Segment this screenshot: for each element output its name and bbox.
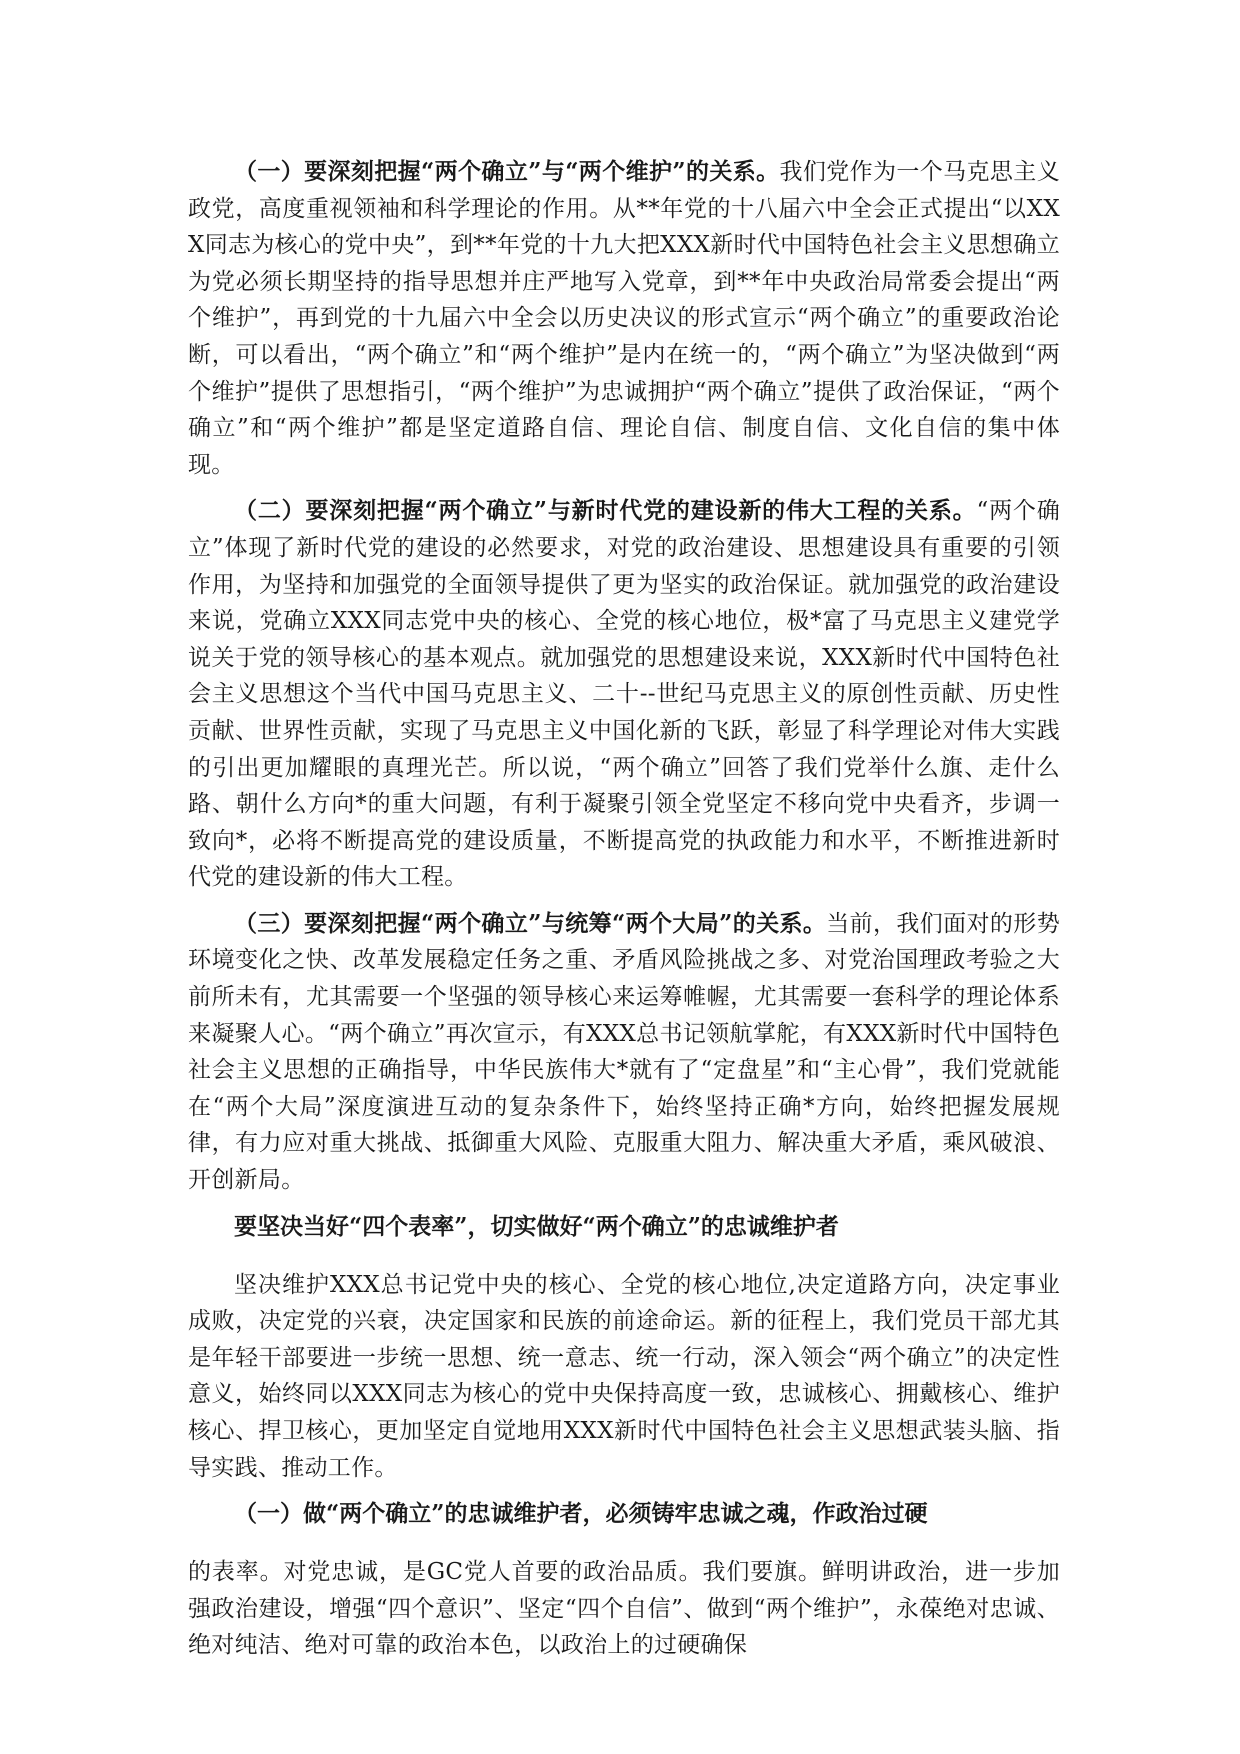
paragraph-body: “两个确立”体现了新时代党的建设的必然要求，对党的政治建设、思想建设具有重要的引领作用，为坚持和加强党的全面领导提供了更为坚实的政治保证。就加强党的政治建设来说，党确立XXX同志党中央的核心、全党的核心地位，极*富了马克思主义建党学说关于党的领导核心的基本观点。就加强党的思想建设来说，XXX新时代中国特色社会主义思想这个当代中国马克思主义、二十--世纪马克思主义的原创性贡献、历史性贡献、世界性贡献，实现了马克思主义中国化新的飞跃，彰显了科学理论对伟大实践的引出更加耀眼的真理光芒。所以说，“两个确立”回答了我们党举什么旗、走什么路、朝什么方向*的重大问题，有利于凝聚引领全党坚定不移向党中央看齐，步调一致向*，必将不断提高党的建设质量，不断提高党的执政能力和水平，不断推进新时代党的建设新的伟大工程。 xyxy=(188,498,1060,891)
paragraph-body: 当前，我们面对的形势环境变化之快、改革发展稳定任务之重、矛盾风险挑战之多、对党治国理政考验之大前所未有，尤其需要一个坚强的领导核心来运筹帷幄，尤其需要一套科学的理论体系来凝聚人心。“两个确立”再次宣示，有XXX总书记领航掌舵，有XXX新时代中国特色社会主义思想的正确指导，中华民族伟大*就有了“定盘星”和“主心骨”，我们党就能在“两个大局”深度演进互动的复杂条件下，始终坚持正确*方向，始终把握发展规律，有力应对重大挑战、抵御重大风险、克服重大阻力、解决重大矛盾，乘风破浪、开创新局。 xyxy=(188,910,1060,1194)
section-heading: 要坚决当好“四个表率”，切实做好“两个确立”的忠诚维护者 xyxy=(234,1212,839,1240)
paragraph-body: 我们党作为一个马克思主义政党，高度重视领袖和科学理论的作用。从**年党的十八届六中全会正式提出“以XXX同志为核心的党中央”，到**年党的十九大把XXX新时代中国特色社会主义思想确立为党必须长期坚持的指导思想并庄严地写入党章，到**年中央政治局常委会提出“两个维护”，再到党的十九届六中全会以历史决议的形式宣示“两个确立”的重要政治论断，可以看出，“两个确立”和“两个维护”是内在统一的，“两个确立”为坚决做到“两个维护”提供了思想指引，“两个维护”为忠诚拥护“两个确立”提供了政治保证，“两个确立”和“两个维护”都是坚定道路自信、理论自信、制度自信、文化自信的集中体现。 xyxy=(188,159,1060,478)
paragraph-relationship-party-building xyxy=(188,493,1060,896)
paragraph-lead-heading: （三）要深刻把握“两个确立”与统筹“两个大局”的关系。 xyxy=(234,909,827,937)
paragraph-relationship-two-maintenances xyxy=(188,154,1060,483)
paragraph-lead-heading: （二）要深刻把握“两个确立”与新时代党的建设新的伟大工程的关系。 xyxy=(234,497,977,525)
sub-heading-continuation: 的表率。对党忠诚，是GC党人首要的政治品质。我们要旗。鲜明讲政治，进一步加强政治建设，增强“四个意识”、坚定“四个自信”、做到“两个维护”，永葆绝对忠诚、绝对纯洁、绝对可靠的政治本色，以政治上的过硬确保 xyxy=(188,1559,1060,1659)
sub-heading: （一）做“两个确立”的忠诚维护者，必须铸牢忠诚之魂，作政治过硬 xyxy=(234,1500,928,1528)
paragraph-relationship-two-overall-situations xyxy=(188,906,1060,1199)
section-intro-paragraph: 坚决维护XXX总书记党中央的核心、全党的核心地位,决定道路方向，决定事业成败，决定党的兴衰，决定国家和民族的前途命运。新的征程上，我们党员干部尤其是年轻干部要进一步统一思想、统一意志、统一行动，深入领会“两个确立”的决定性意义，始终同以XXX同志为核心的党中央保持高度一致，忠诚核心、拥戴核心、维护核心、捍卫核心，更加坚定自觉地用XXX新时代中国特色社会主义思想武装头脑、指导实践、推动工作。 xyxy=(188,1271,1060,1481)
paragraph-lead-heading: （一）要深刻把握“两个确立”与“两个维护”的关系。 xyxy=(234,158,780,185)
